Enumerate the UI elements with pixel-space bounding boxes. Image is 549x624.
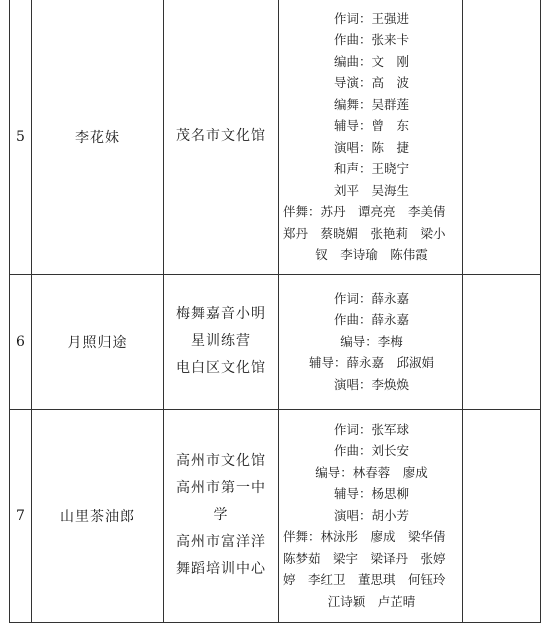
staff-line: 辅导：曾 东 [333,118,409,134]
program-table [9,0,541,623]
staff-line: 编曲：文 刚 [333,53,409,69]
staff-line: 作词：王强进 [333,10,409,26]
staff-cell [279,0,463,274]
staff-line: 钗 李诗瑜 陈伟霞 [315,247,428,263]
staff-line: 陈梦茹 梁宇 梁译丹 张婷 [283,550,446,566]
unit-line: 茂名市文化馆 [176,128,266,145]
staff-line: 作词：张军球 [333,421,409,437]
table-row [10,274,541,409]
unit-cell [164,409,279,622]
staff-line: 婷 李红卫 董思琪 何钰玲 [283,572,446,588]
staff-line: 辅导：薛永嘉 邱淑娟 [308,355,434,371]
staff-line: 和声：王晓宁 [333,161,409,177]
notes-cell [463,0,541,274]
unit-line: 高州市第一中 [176,480,266,496]
staff-line: 导演：高 波 [333,75,409,91]
unit-line: 电白区文化馆 [176,360,266,376]
staff-line: 伴舞：苏丹 谭亮亮 李美倩 [283,204,446,220]
staff-line: 郑丹 蔡晓媚 张艳莉 梁小 [283,225,446,241]
staff-line: 编导：李梅 [340,333,403,349]
program-name: 李花妹 [32,0,164,274]
notes-cell [463,274,541,409]
staff-cell [279,409,463,622]
staff-line: 演唱：陈 捷 [333,139,409,155]
unit-line: 高州市富洋洋 [176,534,266,550]
staff-line: 辅导：杨思柳 [333,486,409,502]
program-name: 月照归途 [32,274,164,409]
unit-cell [164,0,279,274]
table-row [10,409,541,622]
unit-line: 学 [213,507,229,523]
unit-line: 星训练营 [191,333,251,349]
row-number: 6 [10,274,32,409]
unit-line: 梅舞嘉音小明 [176,306,266,322]
staff-line: 作词：薛永嘉 [333,290,409,306]
staff-line: 编舞：吴群莲 [333,96,409,112]
program-name: 山里茶油郎 [32,409,164,622]
staff-line: 作曲：薛永嘉 [333,312,409,328]
unit-line: 高州市文化馆 [176,453,266,469]
unit-cell [164,274,279,409]
unit-line: 舞蹈培训中心 [176,561,266,577]
staff-line: 作曲：刘长安 [333,443,409,459]
staff-line: 演唱：李焕焕 [333,376,409,392]
staff-line: 编导：林春蓉 廖成 [315,464,428,480]
staff-cell [279,274,463,409]
notes-cell [463,409,541,622]
staff-line: 江诗颖 卢芷晴 [327,593,416,609]
staff-line: 伴舞：林泳彤 廖成 梁华倩 [283,529,446,545]
staff-line: 演唱：胡小芳 [333,507,409,523]
staff-line: 作曲：张来卡 [333,32,409,48]
table-row [10,0,541,274]
staff-line: 刘平 吴海生 [333,182,409,198]
row-number: 5 [10,0,32,274]
row-number: 7 [10,409,32,622]
